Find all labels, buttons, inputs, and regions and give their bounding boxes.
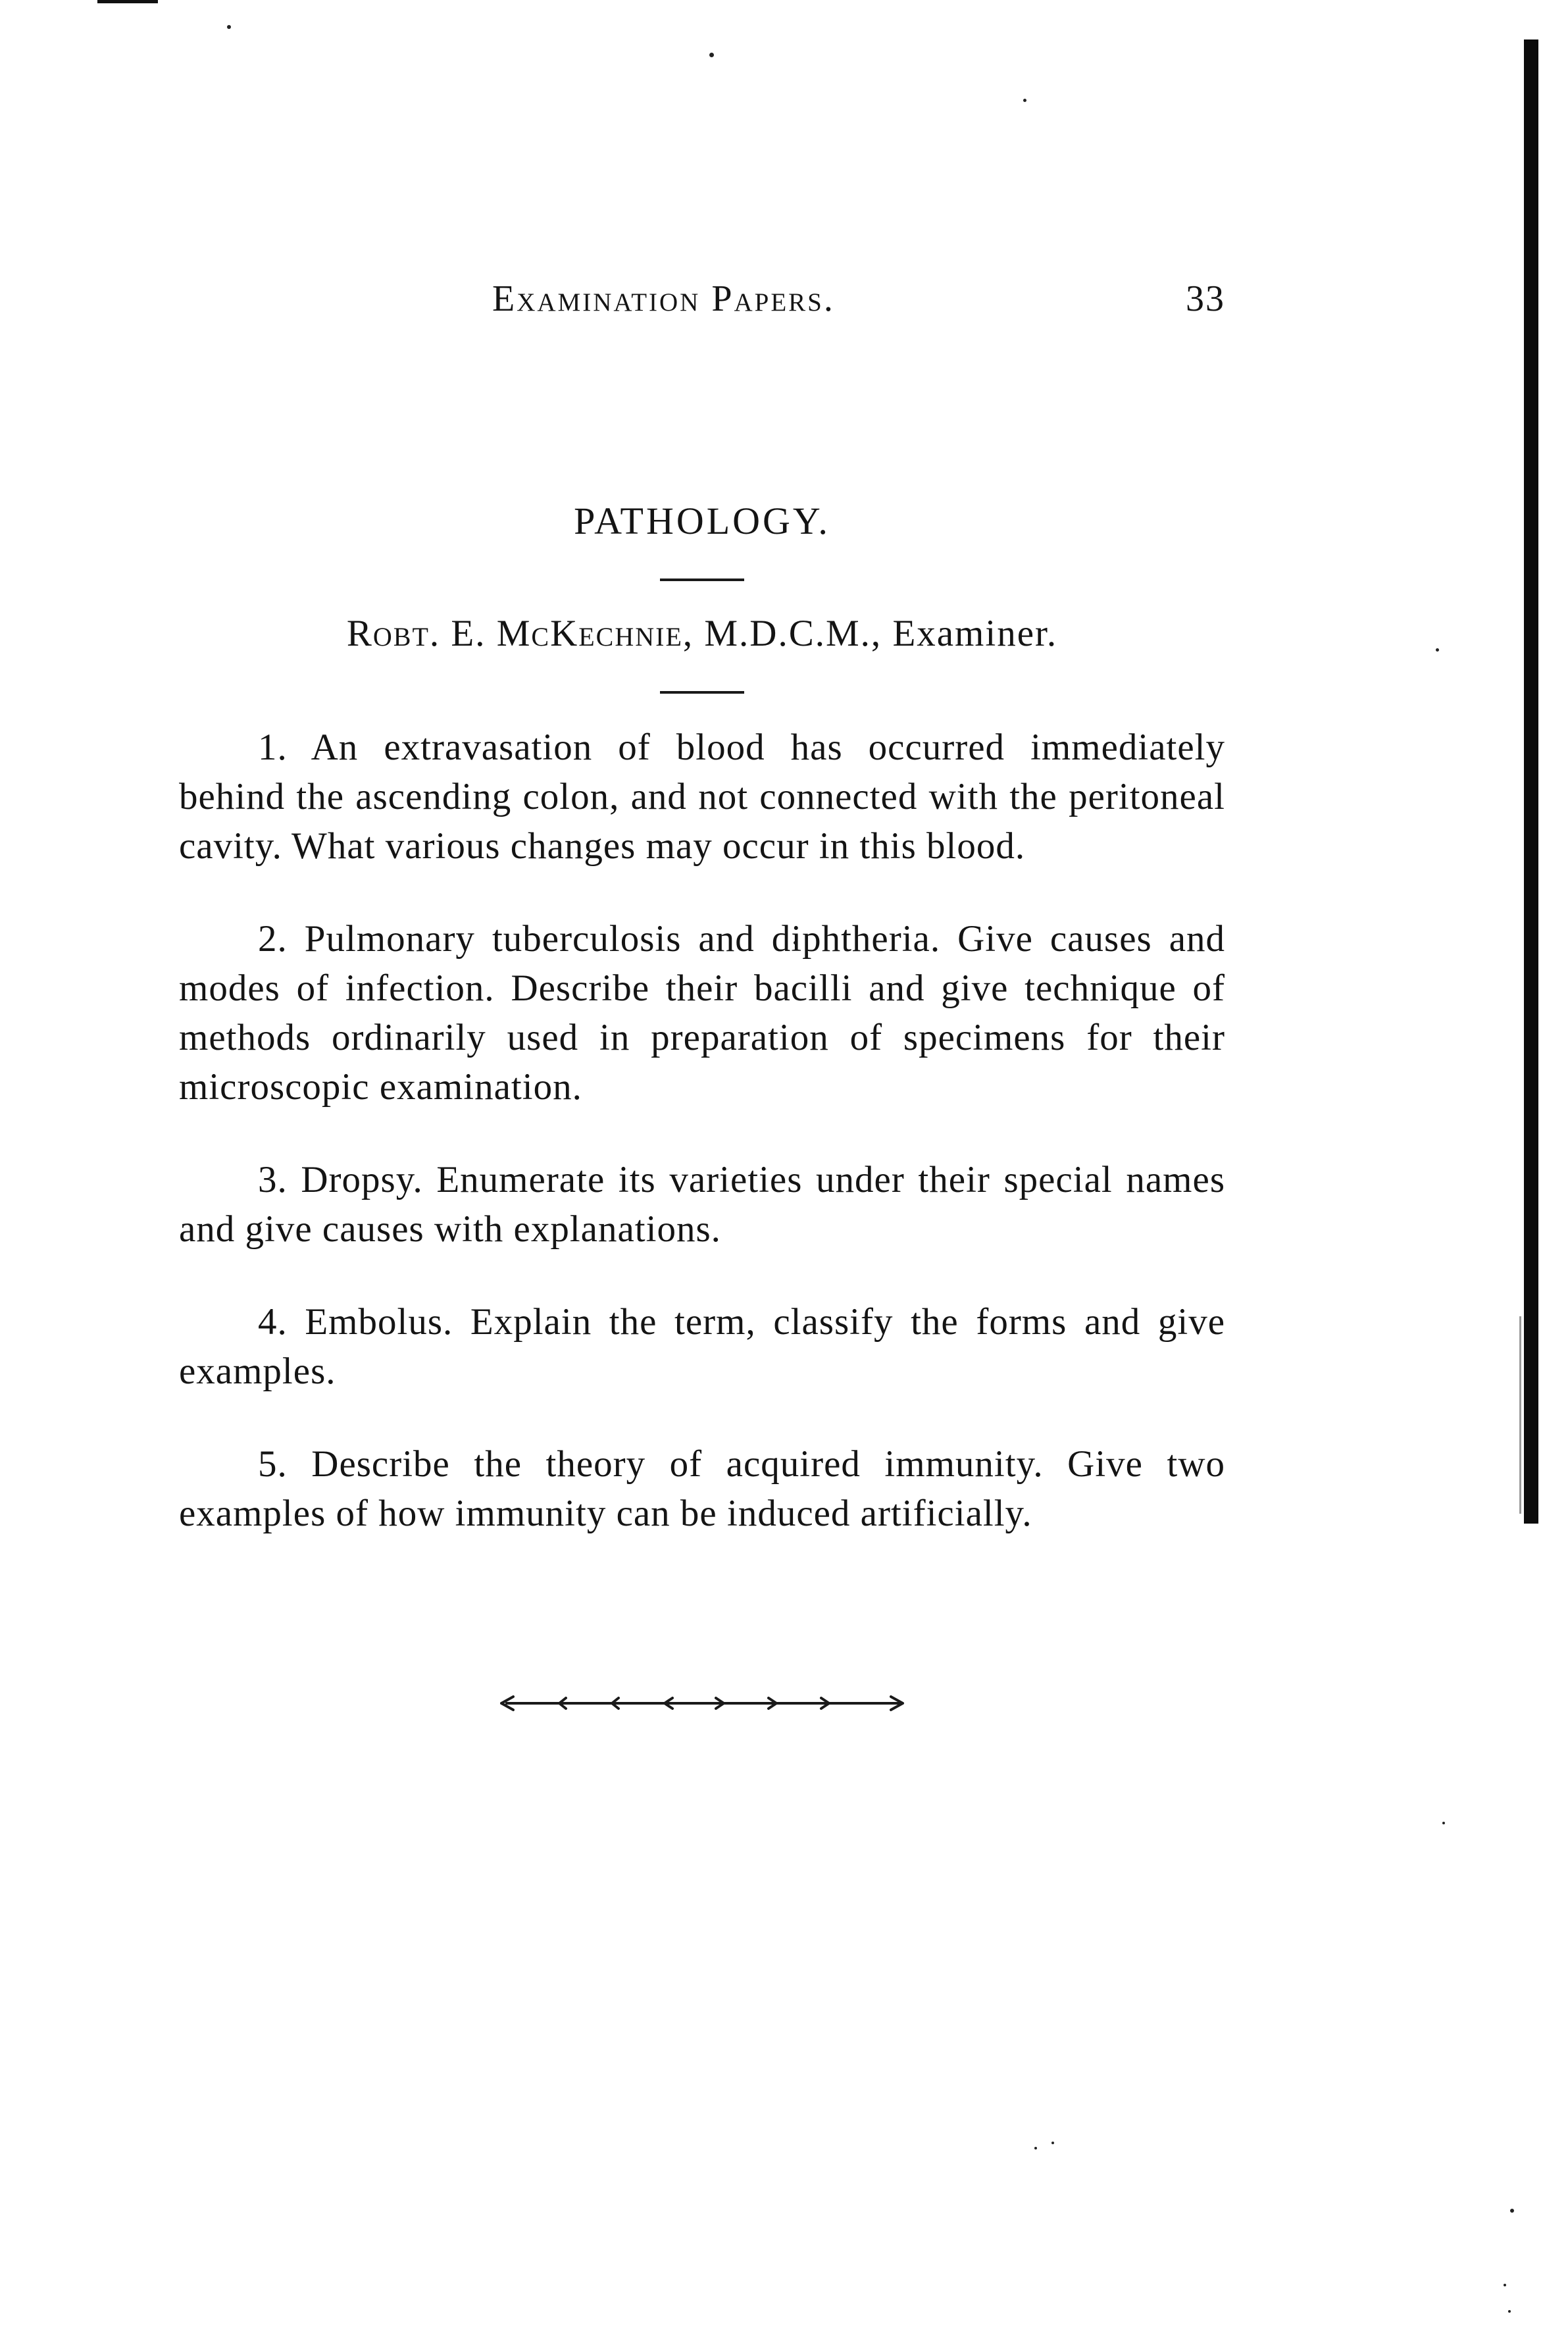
running-head: [179, 278, 1225, 330]
scan-page-edge-thin: [1519, 1316, 1521, 1514]
section-title: PATHOLOGY.: [574, 500, 830, 542]
scan-speck: [1504, 2284, 1506, 2286]
question-5: 5. Describe the theory of acquired immunity. Give two examples of how immunity can be induced artificially.: [179, 1443, 1225, 1534]
question-list: [179, 723, 1225, 1582]
scan-speck: [227, 25, 231, 29]
divider-rule: [660, 579, 744, 581]
scan-speck: [1023, 99, 1026, 102]
scan-speck: [1510, 2209, 1514, 2213]
scan-speck: [1508, 2310, 1511, 2313]
running-title: Examination Papers.: [492, 278, 835, 319]
question-2: 2. Pulmonary tuberculosis and diphtheria. Give causes and modes of infection. Describe their bacilli and give technique of methods ordinarily used in preparation of specimens for their microscopic examination.: [179, 918, 1225, 1108]
scan-speck: [709, 53, 714, 57]
page-number: 33: [1186, 278, 1225, 319]
scan-page-edge: [1524, 39, 1538, 1524]
examiner-line: [179, 612, 1225, 655]
scan-speck: [1436, 648, 1439, 652]
examiner-role: Examiner.: [892, 613, 1058, 654]
question-4: 4. Embolus. Explain the term, classify the forms and give examples.: [179, 1301, 1225, 1392]
scan-speck: [1442, 1822, 1445, 1824]
examiner-name: Robt. E. McKechnie, M.D.C.M.,: [346, 613, 882, 654]
question-3: 3. Dropsy. Enumerate its varieties under their special names and give causes with explanations.: [179, 1159, 1225, 1250]
ornament-divider: [500, 1690, 908, 1716]
question-1: 1. An extravasation of blood has occurred immediately behind the ascending colon, and not connected with the peritoneal cavity. What various changes may occur in this blood.: [179, 727, 1225, 867]
scan-edge-mark: [97, 0, 158, 3]
scan-speck: [1051, 2142, 1054, 2144]
scan-speck: [1034, 2147, 1037, 2149]
divider-rule: [660, 691, 744, 694]
